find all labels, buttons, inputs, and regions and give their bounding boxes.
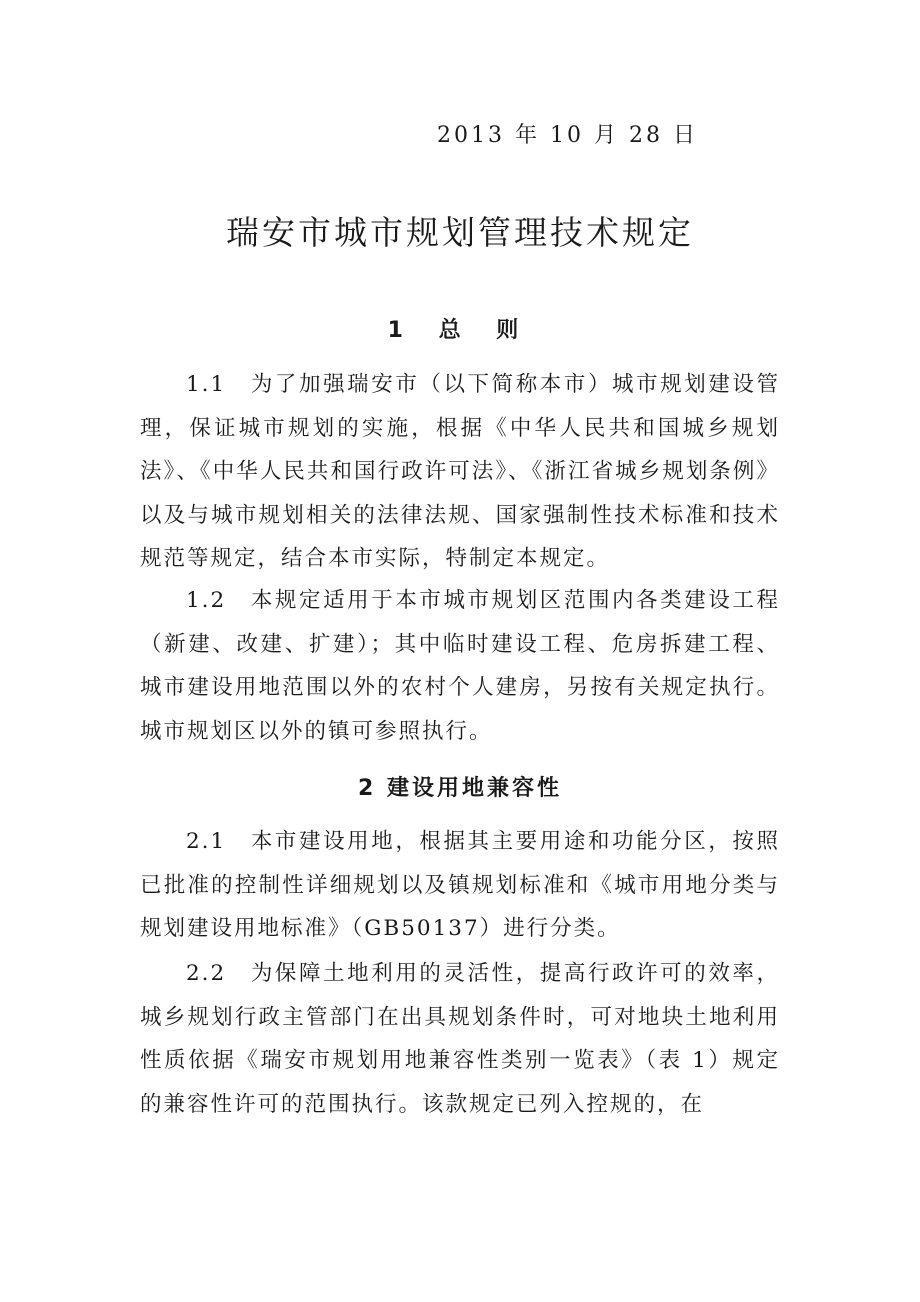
paragraph-2-1: 2.1 本市建设用地，根据其主要用途和功能分区，按照已批准的控制性详细规划以及镇规划标准和《城市用地分类与规划建设用地标准》（GB50137）进行分类。: [140, 829, 780, 941]
paragraph-1-1: 1.1 为了加强瑞安市（以下简称本市）城市规划建设管理，保证城市规划的实施，根据《中华人民共和国城乡规划法》、《中华人民共和国行政许可法》、《浙江省城乡规划条例》以及与城市规划相关的法律法规、国家强制性技术标准和技术规范等规定，结合本市实际，特制定本规定。: [140, 372, 780, 571]
section-heading-land-compatibility: 2 建设用地兼容性: [358, 776, 562, 801]
document-title: 瑞安市城市规划管理技术规定: [226, 213, 694, 252]
document-date: 2013 年 10 月 28 日: [437, 123, 698, 148]
paragraph-2-2: 2.2 为保障土地利用的灵活性，提高行政许可的效率，城乡规划行政主管部门在出具规划条件时，可对地块土地利用性质依据《瑞安市规划用地兼容性类别一览表》（表 1）规定的兼容性许可的范围执行。该款规定已列入控规的，在: [140, 961, 780, 1117]
section-heading-general: 1 总 则: [387, 318, 533, 343]
paragraph-1-2: 1.2 本规定适用于本市城市规划区范围内各类建设工程（新建、改建、扩建）；其中临时建设工程、危房拆建工程、城市建设用地范围以外的农村个人建房，另按有关规定执行。城市规划区以外的镇可参照执行。: [140, 588, 780, 744]
